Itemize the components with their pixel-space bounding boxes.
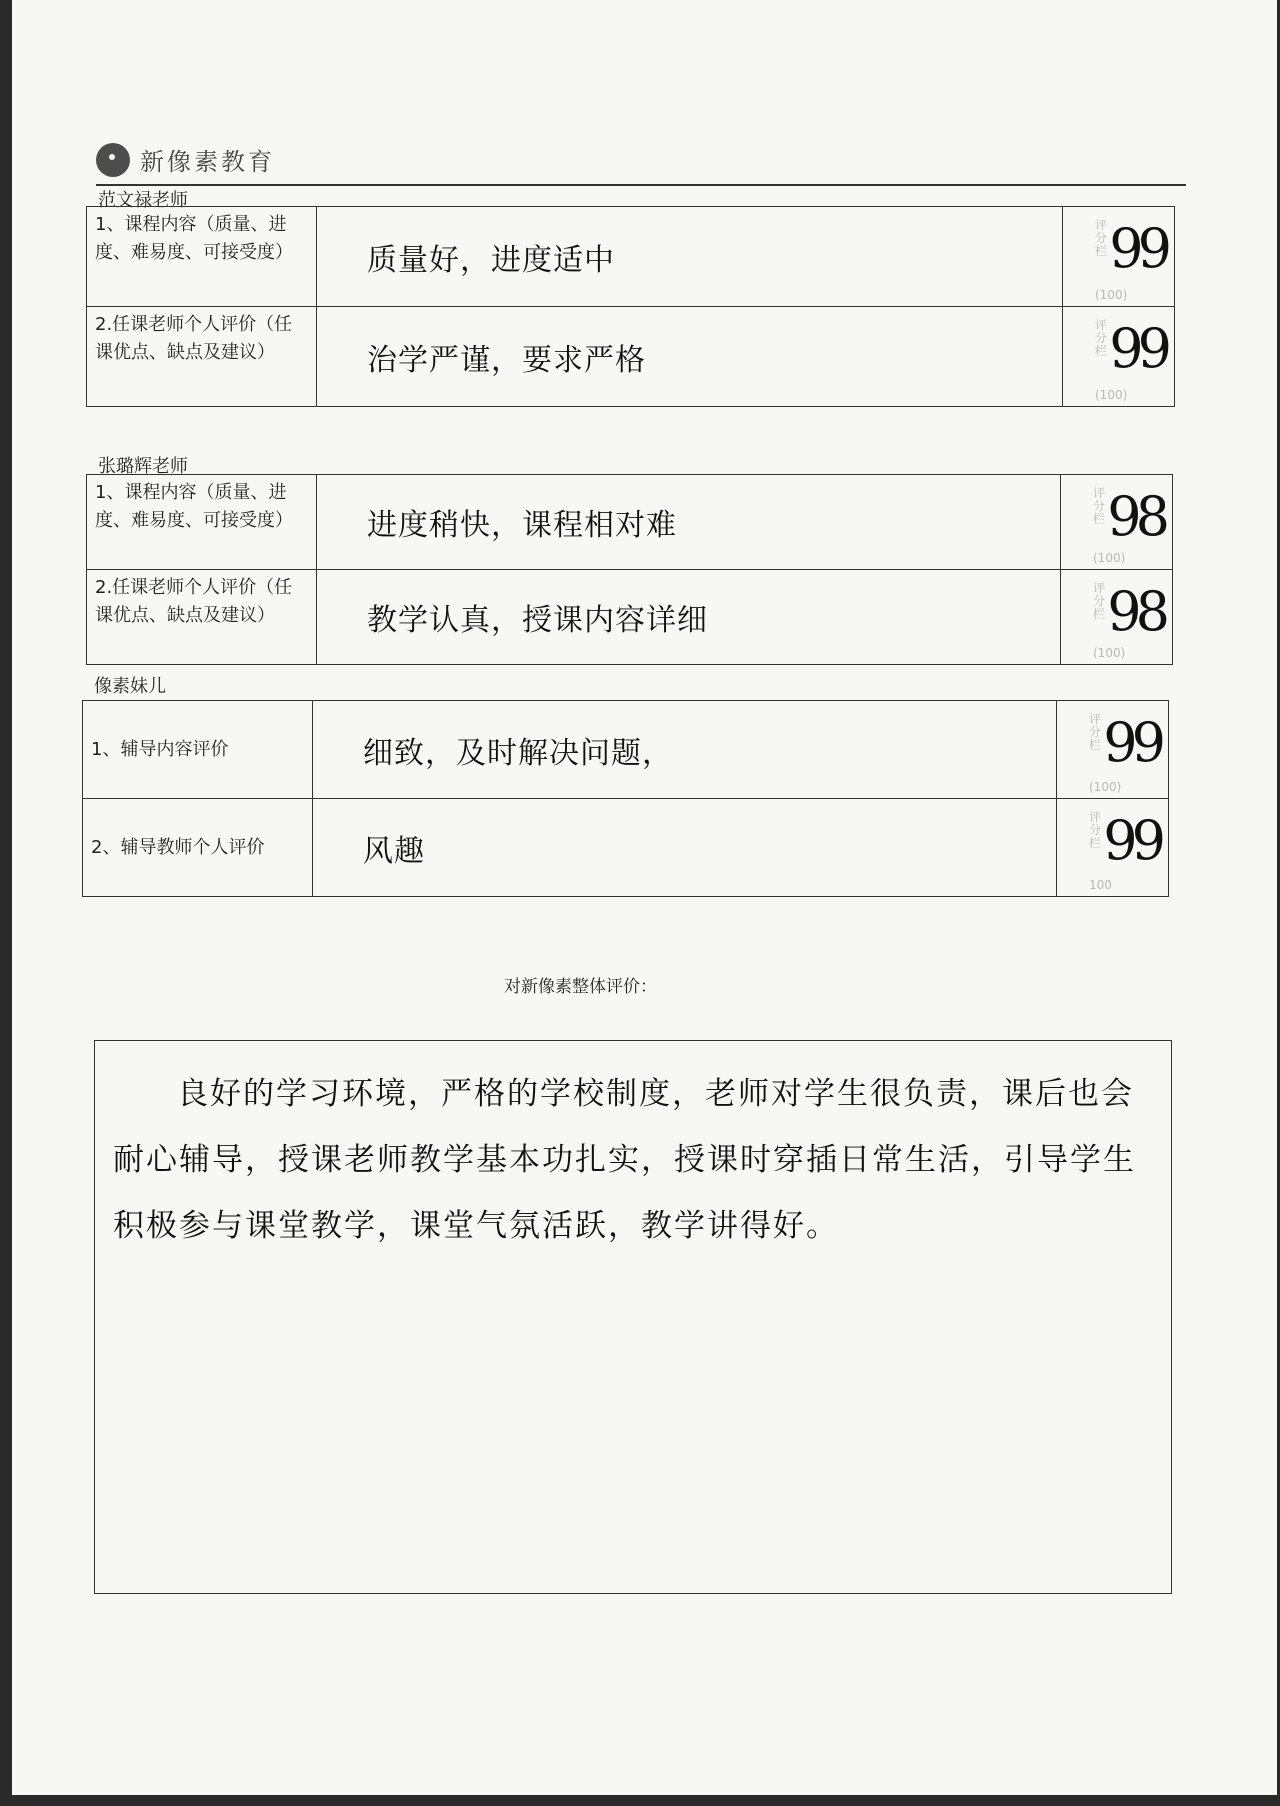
score-value: 99 — [1103, 809, 1160, 872]
section-teacher-name: 张璐辉老师 — [98, 456, 188, 477]
brand-logo — [96, 142, 275, 177]
table-row — [87, 207, 1175, 307]
evaluation-form-page — [12, 0, 1277, 1795]
section-teacher-name: 像素妹儿 — [94, 676, 166, 697]
section-teacher-name: 范文禄老师 — [98, 190, 188, 211]
score-value: 98 — [1107, 580, 1164, 643]
score-cell — [1057, 701, 1169, 799]
table-row — [87, 475, 1173, 570]
answer-text: 教学认真，授课内容详细 — [317, 570, 1061, 665]
table-row — [87, 307, 1175, 407]
score-max: (100) — [1095, 388, 1128, 402]
score-caption: 评分栏 — [1093, 581, 1106, 621]
score-caption: 评分栏 — [1089, 810, 1102, 850]
score-max: 100 — [1089, 878, 1112, 892]
score-caption: 评分栏 — [1095, 318, 1108, 358]
overall-evaluation-title: 对新像素整体评价： — [504, 977, 657, 997]
score-value: 99 — [1103, 711, 1160, 774]
score-max: (100) — [1093, 551, 1126, 565]
score-caption: 评分栏 — [1093, 486, 1106, 526]
brand-name: 新像素教育 — [140, 148, 275, 176]
brand-logo-icon — [96, 143, 130, 177]
criterion-label: 1、辅导内容评价 — [83, 701, 313, 799]
score-cell — [1061, 570, 1173, 665]
score-max: (100) — [1095, 288, 1128, 302]
overall-evaluation-text: 良好的学习环境，严格的学校制度，老师对学生很负责，课后也会耐心辅导，授课老师教学基本功扎实，授课时穿插日常生活，引导学生积极参与课堂教学，课堂气氛活跃，教学讲得好。 — [113, 1076, 1136, 1244]
evaluation-table — [86, 474, 1173, 665]
score-cell — [1063, 207, 1175, 307]
criterion-label: 2.任课老师个人评价（任课优点、缺点及建议） — [87, 307, 317, 407]
answer-text: 进度稍快，课程相对难 — [317, 475, 1061, 570]
answer-text: 质量好，进度适中 — [317, 207, 1063, 307]
criterion-label: 2.任课老师个人评价（任课优点、缺点及建议） — [87, 570, 317, 665]
table-row — [87, 570, 1173, 665]
score-value: 99 — [1109, 317, 1166, 380]
evaluation-table — [82, 700, 1169, 897]
answer-text: 风趣 — [313, 799, 1057, 897]
criterion-label: 1、课程内容（质量、进度、难易度、可接受度） — [87, 475, 317, 570]
score-cell — [1063, 307, 1175, 407]
score-max: (100) — [1089, 780, 1122, 794]
score-value: 99 — [1109, 217, 1166, 280]
criterion-label: 2、辅导教师个人评价 — [83, 799, 313, 897]
overall-evaluation-box — [94, 1040, 1172, 1594]
table-row — [83, 701, 1169, 799]
score-value: 98 — [1107, 485, 1164, 548]
score-cell — [1061, 475, 1173, 570]
answer-text: 细致，及时解决问题， — [313, 701, 1057, 799]
answer-text: 治学严谨，要求严格 — [317, 307, 1063, 407]
criterion-label: 1、课程内容（质量、进度、难易度、可接受度） — [87, 207, 317, 307]
header-divider — [96, 184, 1186, 186]
table-row — [83, 799, 1169, 897]
evaluation-table — [86, 206, 1175, 407]
score-max: (100) — [1093, 646, 1126, 660]
score-caption: 评分栏 — [1095, 218, 1108, 258]
score-caption: 评分栏 — [1089, 712, 1102, 752]
score-cell — [1057, 799, 1169, 897]
